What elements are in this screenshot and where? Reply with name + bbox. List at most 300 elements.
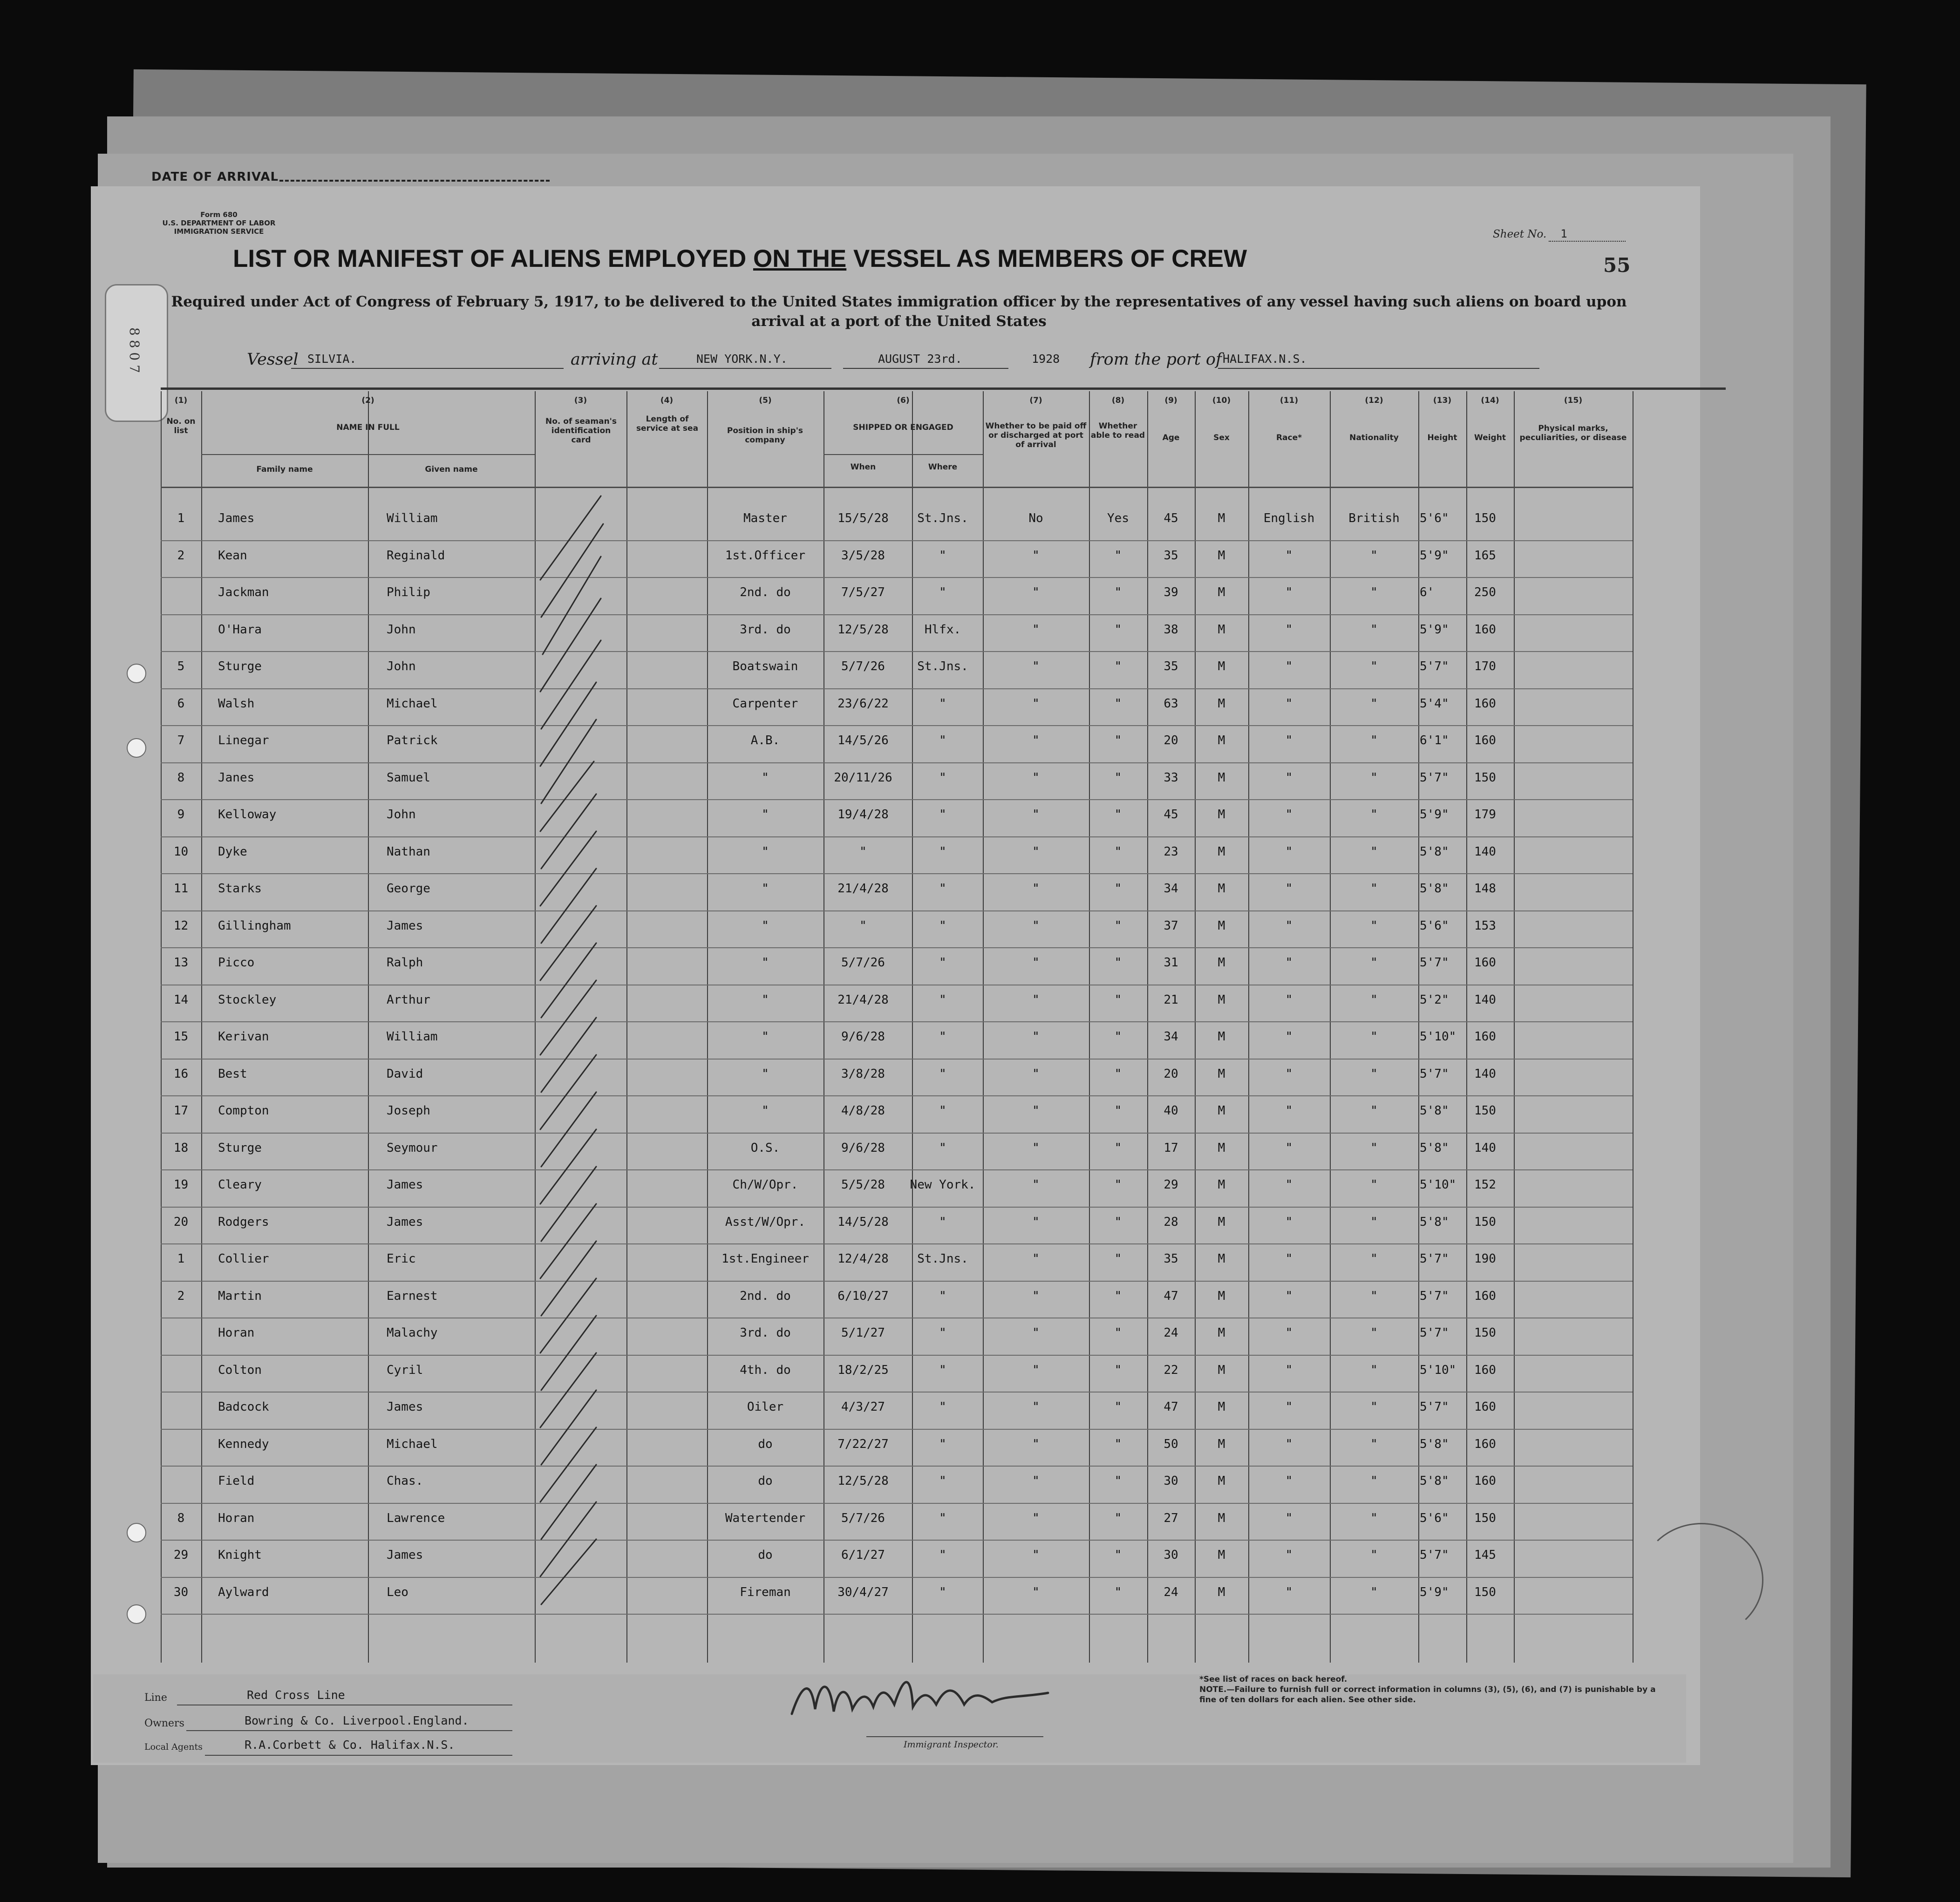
cell-position: "	[762, 882, 769, 896]
cell-family-name: Kelloway	[218, 808, 277, 822]
cell-age: 35	[1164, 1252, 1178, 1266]
cell-family-name: Gillingham	[218, 918, 291, 933]
cell-sex: M	[1218, 1437, 1225, 1451]
cell-where: St.Jns.	[917, 659, 968, 673]
cell-nationality: "	[1370, 1511, 1378, 1525]
cell-age: 27	[1164, 1511, 1178, 1525]
cell-nationality: "	[1370, 1400, 1378, 1414]
cell-paid-off: "	[1032, 1252, 1040, 1266]
cell-nationality: "	[1370, 734, 1378, 747]
cell-where: "	[939, 1030, 946, 1044]
form-line: U.S. DEPARTMENT OF LABOR	[162, 219, 276, 227]
cell-paid-off: "	[1032, 1178, 1040, 1192]
cell-sex: M	[1218, 622, 1225, 637]
cell-paid-off: "	[1032, 1548, 1040, 1562]
cell-paid-off: "	[1032, 585, 1040, 599]
cell-age: 35	[1164, 548, 1178, 563]
column-number: (2)	[361, 396, 374, 405]
column-number: (6)	[897, 396, 910, 405]
cell-sex: M	[1218, 918, 1225, 933]
cell-sex: M	[1218, 1104, 1225, 1118]
cell-position: 3rd. do	[740, 622, 791, 637]
cell-race: "	[1285, 770, 1293, 785]
cell-nationality: "	[1370, 585, 1378, 599]
cell-sex: M	[1218, 1585, 1225, 1599]
row-rule	[161, 1207, 1633, 1208]
cell-height: 5'10"	[1420, 1030, 1456, 1044]
cell-when: 21/4/28	[837, 882, 889, 896]
cell-nationality: "	[1370, 956, 1378, 970]
cell-family-name: Badcock	[218, 1400, 269, 1414]
cell-family-name: Janes	[218, 770, 255, 785]
cell-given-name: Arthur	[387, 992, 430, 1007]
cell-race: "	[1285, 1548, 1293, 1562]
cell-where: "	[939, 1474, 946, 1488]
cell-weight: 140	[1474, 992, 1496, 1007]
cell-where: "	[939, 1104, 946, 1118]
cell-nationality: "	[1370, 659, 1378, 673]
cell-no-on-list: 16	[173, 1066, 189, 1081]
cell-no-on-list: 1	[177, 511, 185, 525]
cell-weight: 150	[1474, 511, 1496, 525]
cell-when: 5/1/27	[841, 1326, 885, 1340]
arrival-date: AUGUST 23rd.	[878, 352, 962, 366]
cell-sex: M	[1218, 844, 1225, 859]
cell-no-on-list: 20	[173, 1215, 189, 1229]
cell-paid-off: "	[1032, 1104, 1040, 1118]
cell-race: "	[1285, 956, 1293, 970]
cell-family-name: Collier	[218, 1252, 269, 1266]
cell-age: 38	[1164, 622, 1178, 637]
cell-given-name: Ralph	[387, 956, 423, 970]
cell-weight: 150	[1474, 1326, 1496, 1340]
cell-weight: 160	[1474, 1289, 1496, 1303]
cell-family-name: Colton	[218, 1363, 262, 1377]
cell-sex: M	[1218, 956, 1225, 970]
cell-given-name: William	[387, 511, 438, 525]
cell-paid-off: "	[1032, 1363, 1040, 1377]
from-underline	[1218, 368, 1539, 369]
cell-position: Boatswain	[732, 659, 798, 673]
cell-family-name: Sturge	[218, 659, 262, 673]
cell-sex: M	[1218, 1252, 1225, 1266]
cell-able-to-read: "	[1114, 1511, 1122, 1525]
cell-no-on-list: 9	[177, 808, 185, 822]
punch-hole	[127, 738, 146, 758]
cell-no-on-list: 2	[177, 1289, 185, 1303]
cell-paid-off: "	[1032, 1400, 1040, 1414]
cell-given-name: James	[387, 1215, 423, 1229]
date-underline	[843, 368, 1008, 369]
cell-paid-off: "	[1032, 1511, 1040, 1525]
header-position: Position in ship's company	[727, 426, 803, 445]
header-length-of-service: Length of service at sea	[636, 414, 699, 433]
form-line: Form 680	[200, 211, 238, 219]
column-rule	[1248, 391, 1249, 1663]
row-rule	[161, 1095, 1633, 1096]
cell-weight: 153	[1474, 918, 1496, 933]
column-rule	[912, 391, 913, 1663]
cell-age: 24	[1164, 1326, 1178, 1340]
cell-nationality: "	[1370, 1215, 1378, 1229]
cell-nationality: "	[1370, 1437, 1378, 1451]
cell-race: "	[1285, 1030, 1293, 1044]
cell-no-on-list: 10	[173, 844, 189, 859]
cell-where: "	[939, 1511, 946, 1525]
cell-family-name: Kerivan	[218, 1030, 269, 1044]
header-rule	[823, 454, 983, 455]
cell-height: 5'2"	[1420, 992, 1449, 1007]
header-where: Where	[928, 462, 958, 472]
cell-sex: M	[1218, 1066, 1225, 1081]
cell-age: 45	[1164, 511, 1178, 525]
cell-position: 1st.Engineer	[721, 1252, 809, 1266]
column-rule	[201, 391, 202, 1663]
page-number: 55	[1603, 254, 1631, 277]
cell-paid-off: "	[1032, 548, 1040, 563]
cell-when: "	[859, 918, 867, 933]
header-nationality: Nationality	[1349, 433, 1399, 442]
cell-given-name: Earnest	[387, 1289, 438, 1303]
cell-height: 6'1"	[1420, 734, 1449, 747]
cell-sex: M	[1218, 659, 1225, 673]
cell-sex: M	[1218, 1141, 1225, 1155]
cell-nationality: British	[1348, 511, 1400, 525]
cell-paid-off: "	[1032, 918, 1040, 933]
cell-weight: 165	[1474, 548, 1496, 563]
cell-race: "	[1285, 1289, 1293, 1303]
cell-age: 37	[1164, 918, 1178, 933]
cell-race: "	[1285, 844, 1293, 859]
cell-where: "	[939, 1548, 946, 1562]
cell-when: 3/5/28	[841, 548, 885, 563]
cell-position: "	[762, 808, 769, 822]
cell-where: "	[939, 696, 946, 711]
cell-height: 5'7"	[1420, 956, 1449, 970]
cell-no-on-list: 2	[177, 548, 185, 563]
header-bottom-rule	[161, 487, 1633, 488]
cell-sex: M	[1218, 882, 1225, 896]
cell-weight: 170	[1474, 659, 1496, 673]
cell-position: "	[762, 1030, 769, 1044]
paper-crease-mark	[1640, 1523, 1763, 1637]
cell-sex: M	[1218, 1215, 1225, 1229]
cell-when: 5/5/28	[841, 1178, 885, 1192]
cell-age: 40	[1164, 1104, 1178, 1118]
header-when: When	[850, 462, 876, 472]
cell-when: 18/2/25	[837, 1363, 889, 1377]
cell-position: Master	[743, 511, 787, 525]
cell-nationality: "	[1370, 1141, 1378, 1155]
cell-age: 39	[1164, 585, 1178, 599]
cell-weight: 160	[1474, 622, 1496, 637]
cell-race: "	[1285, 622, 1293, 637]
cell-position: do	[758, 1474, 773, 1488]
cell-family-name: Rodgers	[218, 1215, 269, 1229]
cell-race: "	[1285, 1474, 1293, 1488]
header-able-to-read: Whether able to read	[1090, 421, 1145, 440]
row-rule	[161, 1059, 1633, 1060]
cell-paid-off: "	[1032, 1141, 1040, 1155]
cell-able-to-read: "	[1114, 882, 1122, 896]
cell-sex: M	[1218, 696, 1225, 711]
cell-height: 5'8"	[1420, 1141, 1449, 1155]
cell-where: "	[939, 1363, 946, 1377]
cell-paid-off: "	[1032, 844, 1040, 859]
owners-label: Owners	[144, 1718, 184, 1729]
column-number: (7)	[1029, 396, 1042, 405]
header-weight: Weight	[1474, 433, 1506, 442]
cell-age: 30	[1164, 1548, 1178, 1562]
cell-position: 4th. do	[740, 1363, 791, 1377]
cell-given-name: Leo	[387, 1585, 408, 1599]
cell-nationality: "	[1370, 1326, 1378, 1340]
cell-where: "	[939, 1289, 946, 1303]
cell-paid-off: "	[1032, 1289, 1040, 1303]
cell-when: 14/5/26	[837, 734, 889, 747]
cell-weight: 160	[1474, 1437, 1496, 1451]
cell-able-to-read: "	[1114, 1437, 1122, 1451]
cell-height: 5'8"	[1420, 1104, 1449, 1118]
cell-height: 5'6"	[1420, 511, 1449, 525]
cell-age: 23	[1164, 844, 1178, 859]
header-family-name: Family name	[256, 465, 313, 474]
header-given-name: Given name	[425, 465, 478, 474]
cell-weight: 148	[1474, 882, 1496, 896]
cell-age: 24	[1164, 1585, 1178, 1599]
cell-race: "	[1285, 696, 1293, 711]
cell-nationality: "	[1370, 1548, 1378, 1562]
cell-where: New York.	[910, 1178, 976, 1192]
column-number: (12)	[1365, 396, 1383, 405]
cell-family-name: Kean	[218, 548, 247, 563]
cell-family-name: Horan	[218, 1511, 255, 1525]
cell-height: 5'7"	[1420, 1066, 1449, 1081]
cell-position: "	[762, 1066, 769, 1081]
row-rule	[161, 1429, 1633, 1430]
cell-given-name: Seymour	[387, 1141, 438, 1155]
cell-position: A.B.	[750, 734, 780, 747]
row-rule	[161, 1577, 1633, 1578]
cell-where: St.Jns.	[917, 1252, 968, 1266]
cell-no-on-list: 18	[173, 1141, 189, 1155]
cell-nationality: "	[1370, 1474, 1378, 1488]
cell-able-to-read: "	[1114, 1066, 1122, 1081]
sheet-underline	[1549, 241, 1626, 242]
cell-height: 5'7"	[1420, 1400, 1449, 1414]
cell-able-to-read: "	[1114, 696, 1122, 711]
cell-sex: M	[1218, 808, 1225, 822]
cell-weight: 140	[1474, 844, 1496, 859]
cell-family-name: Dyke	[218, 844, 247, 859]
cell-nationality: "	[1370, 696, 1378, 711]
row-rule	[161, 1243, 1633, 1244]
cell-race: "	[1285, 1585, 1293, 1599]
cell-race: "	[1285, 1326, 1293, 1340]
table-top-rule	[161, 387, 1726, 390]
cell-weight: 160	[1474, 734, 1496, 747]
cell-position: do	[758, 1437, 773, 1451]
cell-race: "	[1285, 808, 1293, 822]
cell-sex: M	[1218, 1474, 1225, 1488]
column-rule	[1418, 391, 1419, 1663]
column-number: (10)	[1212, 396, 1231, 405]
cell-paid-off: "	[1032, 1437, 1040, 1451]
cell-age: 31	[1164, 956, 1178, 970]
cell-weight: 250	[1474, 585, 1496, 599]
cell-able-to-read: "	[1114, 918, 1122, 933]
cell-family-name: O'Hara	[218, 622, 262, 637]
cell-given-name: Lawrence	[387, 1511, 445, 1525]
cell-where: "	[939, 1066, 946, 1081]
row-rule	[161, 1021, 1633, 1022]
cell-when: 12/5/28	[837, 622, 889, 637]
sheet-value: 1	[1560, 227, 1567, 240]
cell-where: "	[939, 548, 946, 563]
cell-height: 5'9"	[1420, 548, 1449, 563]
row-rule	[161, 614, 1633, 615]
cell-when: 12/5/28	[837, 1474, 889, 1488]
cell-when: 6/10/27	[837, 1289, 889, 1303]
cell-sex: M	[1218, 770, 1225, 785]
cell-position: Carpenter	[732, 696, 798, 711]
cell-where: "	[939, 844, 946, 859]
cell-where: "	[939, 992, 946, 1007]
column-rule	[1089, 391, 1090, 1663]
cell-nationality: "	[1370, 808, 1378, 822]
cell-able-to-read: "	[1114, 956, 1122, 970]
cell-given-name: William	[387, 1030, 438, 1044]
row-rule	[161, 1540, 1633, 1541]
id-card-tick-marks	[536, 487, 610, 1614]
column-rule	[983, 391, 984, 1663]
arrival-stamp: DATE OF ARRIVAL	[151, 170, 279, 184]
cell-weight: 160	[1474, 956, 1496, 970]
cell-when: 3/8/28	[841, 1066, 885, 1081]
cell-age: 47	[1164, 1400, 1178, 1414]
cell-paid-off: "	[1032, 1585, 1040, 1599]
cell-age: 22	[1164, 1363, 1178, 1377]
column-number: (11)	[1279, 396, 1299, 405]
cell-when: 5/7/26	[841, 1511, 885, 1525]
agents-label: Local Agents	[144, 1742, 203, 1752]
cell-weight: 140	[1474, 1066, 1496, 1081]
cell-age: 29	[1164, 1178, 1178, 1192]
cell-sex: M	[1218, 585, 1225, 599]
cell-age: 35	[1164, 659, 1178, 673]
cell-height: 5'7"	[1420, 1548, 1449, 1562]
cell-family-name: Walsh	[218, 696, 255, 711]
cell-able-to-read: "	[1114, 548, 1122, 563]
cell-nationality: "	[1370, 1030, 1378, 1044]
cell-no-on-list: 17	[173, 1104, 189, 1118]
cell-weight: 152	[1474, 1178, 1496, 1192]
cell-where: "	[939, 1215, 946, 1229]
cell-position: 2nd. do	[740, 1289, 791, 1303]
cell-height: 5'7"	[1420, 770, 1449, 785]
cell-given-name: David	[387, 1066, 423, 1081]
cell-race: "	[1285, 1437, 1293, 1451]
cell-position: "	[762, 1104, 769, 1118]
cell-age: 30	[1164, 1474, 1178, 1488]
cell-race: "	[1285, 1363, 1293, 1377]
row-rule	[161, 1281, 1633, 1282]
cell-paid-off: "	[1032, 882, 1040, 896]
cell-where: "	[939, 585, 946, 599]
cell-nationality: "	[1370, 1104, 1378, 1118]
cell-race: "	[1285, 1104, 1293, 1118]
cell-age: 17	[1164, 1141, 1178, 1155]
cell-position: Ch/W/Opr.	[732, 1178, 798, 1192]
cell-given-name: Cyril	[387, 1363, 423, 1377]
cell-given-name: James	[387, 1178, 423, 1192]
cell-when: 7/22/27	[837, 1437, 889, 1451]
cell-family-name: Linegar	[218, 734, 269, 747]
header-shipped-engaged: SHIPPED OR ENGAGED	[853, 423, 953, 432]
agents-value: R.A.Corbett & Co. Halifax.N.S.	[245, 1738, 455, 1752]
cell-able-to-read: "	[1114, 1363, 1122, 1377]
cell-race: "	[1285, 1178, 1293, 1192]
cell-able-to-read: "	[1114, 844, 1122, 859]
cell-when: 6/1/27	[841, 1548, 885, 1562]
cell-position: Asst/W/Opr.	[725, 1215, 806, 1229]
cell-paid-off: "	[1032, 1215, 1040, 1229]
cell-given-name: John	[387, 808, 416, 822]
row-rule	[161, 1466, 1633, 1467]
cell-when: 12/4/28	[837, 1252, 889, 1266]
header-age: Age	[1162, 433, 1180, 442]
cell-nationality: "	[1370, 844, 1378, 859]
row-rule	[161, 1169, 1633, 1170]
cell-position: "	[762, 770, 769, 785]
cell-able-to-read: "	[1114, 1252, 1122, 1266]
cell-age: 45	[1164, 808, 1178, 822]
cell-able-to-read: "	[1114, 808, 1122, 822]
arrival-line	[279, 180, 550, 182]
cell-when: 15/5/28	[837, 511, 889, 525]
header-height: Height	[1427, 433, 1457, 442]
tab-text: 8 8 0 7	[127, 327, 142, 373]
cell-where: "	[939, 770, 946, 785]
cell-paid-off: "	[1032, 734, 1040, 747]
cell-age: 47	[1164, 1289, 1178, 1303]
row-rule	[161, 540, 1633, 541]
form-identifier	[154, 211, 284, 236]
column-rule	[626, 391, 627, 1663]
cell-age: 63	[1164, 696, 1178, 711]
cell-where: "	[939, 882, 946, 896]
cell-where: "	[939, 918, 946, 933]
from-port: HALIFAX.N.S.	[1223, 352, 1307, 366]
cell-able-to-read: "	[1114, 770, 1122, 785]
cell-given-name: John	[387, 659, 416, 673]
cell-paid-off: "	[1032, 1326, 1040, 1340]
cell-nationality: "	[1370, 1585, 1378, 1599]
cell-given-name: James	[387, 918, 423, 933]
cell-no-on-list: 7	[177, 734, 185, 747]
arriving-label: arriving at	[571, 350, 658, 369]
cell-no-on-list: 1	[177, 1252, 185, 1266]
cell-when: 4/8/28	[841, 1104, 885, 1118]
cell-when: 9/6/28	[841, 1141, 885, 1155]
cell-paid-off: "	[1032, 622, 1040, 637]
cell-weight: 140	[1474, 1141, 1496, 1155]
cell-position: "	[762, 918, 769, 933]
cell-race: "	[1285, 1511, 1293, 1525]
cell-given-name: James	[387, 1400, 423, 1414]
cell-no-on-list: 5	[177, 659, 185, 673]
cell-able-to-read: "	[1114, 1215, 1122, 1229]
